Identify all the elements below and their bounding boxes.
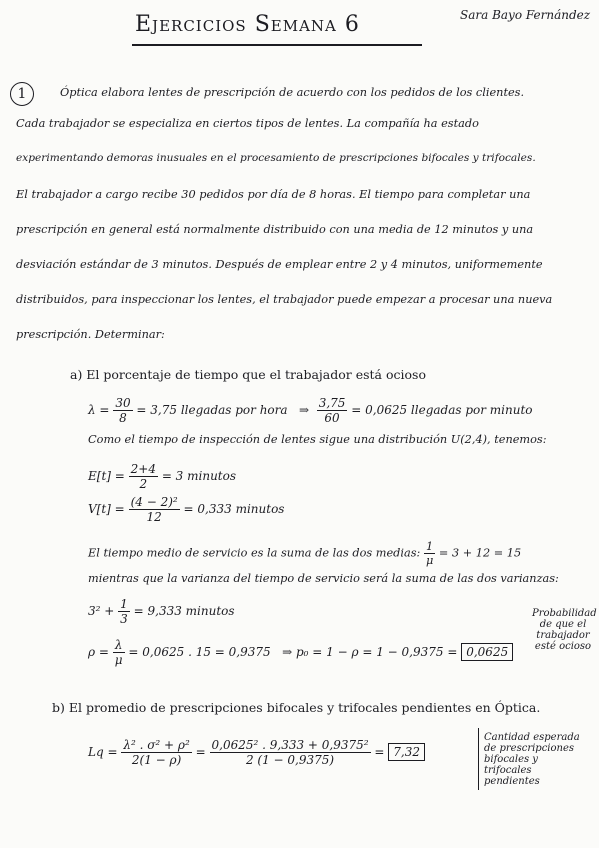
lq-lhs: Lq = bbox=[88, 745, 118, 759]
lambda-lhs: λ = bbox=[88, 403, 110, 417]
fraction-denominator: μ bbox=[114, 653, 123, 667]
lq-equation bbox=[88, 738, 425, 767]
vx-fraction bbox=[129, 495, 180, 524]
lambda-fraction bbox=[113, 396, 132, 425]
vx-lhs: V[t] = bbox=[88, 502, 125, 516]
problem-number: 1 bbox=[10, 82, 34, 106]
uniform-text: Como el tiempo de inspección de lentes sigue una distribución U(2,4), tenemos: bbox=[88, 433, 547, 446]
fraction-denominator: 3 bbox=[120, 612, 128, 626]
rho-result: = 0,0625 . 15 = 0,9375 bbox=[128, 645, 271, 659]
statement-line: prescripción en general está normalmente distribuido con una media de 12 minutos y una bbox=[16, 223, 534, 236]
fraction-denominator: 2 (1 − 0,9375) bbox=[245, 753, 335, 767]
statement-line: Óptica elabora lentes de prescripción de acuerdo con los pedidos de los clientes. bbox=[60, 86, 525, 99]
expected-value-equation bbox=[88, 462, 236, 491]
pending-prescriptions-note: Cantidad esperada de prescripciones bifocales y trifocales pendientes bbox=[484, 732, 580, 787]
fraction-numerator: 30 bbox=[115, 396, 131, 410]
statement-line: El trabajador a cargo recibe 30 pedidos por día de 8 horas. El tiempo para completar una bbox=[16, 188, 531, 201]
variance-text: mientras que la varianza del tiempo de servicio será la suma de las dos varianzas: bbox=[88, 572, 559, 585]
idle-probability-note: Probabilidad de que el trabajador esté ocioso bbox=[532, 608, 597, 652]
mean-text: El tiempo medio de servicio es la suma de las dos medias: bbox=[88, 546, 421, 560]
rho-lhs: ρ = bbox=[88, 645, 109, 659]
fraction-numerator: 2+4 bbox=[130, 462, 156, 476]
p0-result-box: 0,0625 bbox=[461, 643, 513, 661]
fraction-denominator: 60 bbox=[324, 411, 340, 425]
statement-line: Cada trabajador se especializa en ciertos tipos de lentes. La compañía ha estado bbox=[16, 117, 479, 130]
var-sum-lhs: 3² + bbox=[88, 604, 115, 618]
vx-result: = 0,333 minutos bbox=[183, 502, 285, 516]
fraction-denominator: 2(1 − ρ) bbox=[131, 753, 182, 767]
fraction-denominator: μ bbox=[425, 554, 434, 567]
page-title: Ejercicios Semana 6 bbox=[135, 12, 360, 37]
variance-equation bbox=[88, 495, 284, 524]
mean-fraction bbox=[424, 540, 435, 567]
ex-lhs: E[t] = bbox=[88, 469, 125, 483]
ex-fraction bbox=[129, 462, 158, 491]
mean-service-text bbox=[88, 540, 521, 567]
variance-sum-equation bbox=[88, 597, 235, 626]
conversion-result: = 0,0625 llegadas por minuto bbox=[351, 403, 533, 417]
equals-sign: = bbox=[195, 745, 206, 759]
fraction-numerator: 0,0625² . 9,333 + 0,9375² bbox=[211, 738, 369, 752]
author-name: Sara Bayo Fernández bbox=[460, 8, 591, 22]
conversion-fraction bbox=[317, 396, 348, 425]
fraction-numerator: 1 bbox=[424, 540, 435, 554]
statement-line: prescripción. Determinar: bbox=[16, 328, 165, 341]
fraction-numerator: 3,75 bbox=[318, 396, 346, 410]
implies-arrow: ⇒ bbox=[299, 403, 310, 417]
var-sum-result: = 9,333 minutos bbox=[133, 604, 235, 618]
statement-line: desviación estándar de 3 minutos. Después de emplear entre 2 y 4 minutos, uniformemente bbox=[16, 258, 543, 271]
title-underline bbox=[132, 44, 422, 46]
statement-line: distribuidos, para inspeccionar los lentes, el trabajador puede empezar a procesar una nueva bbox=[16, 293, 553, 306]
part-b-heading: b) El promedio de prescripciones bifocales y trifocales pendientes en Óptica. bbox=[52, 700, 541, 715]
equals-sign: = bbox=[374, 745, 385, 759]
rho-equation bbox=[88, 638, 513, 667]
lq-numeric-fraction bbox=[210, 738, 371, 767]
fraction-denominator: 8 bbox=[119, 411, 127, 425]
note-bracket bbox=[478, 728, 479, 790]
var-fraction bbox=[118, 597, 130, 626]
lq-formula-fraction bbox=[121, 738, 191, 767]
ex-result: = 3 minutos bbox=[161, 469, 237, 483]
lambda-result: = 3,75 llegadas por hora bbox=[136, 403, 288, 417]
fraction-numerator: 1 bbox=[120, 597, 128, 611]
fraction-denominator: 12 bbox=[146, 510, 162, 524]
part-a-heading: a) El porcentaje de tiempo que el trabajador está ocioso bbox=[70, 367, 426, 382]
rho-fraction bbox=[113, 638, 125, 667]
mean-result: = 3 + 12 = 15 bbox=[438, 546, 522, 560]
statement-line: experimentando demoras inusuales en el procesamiento de prescripciones bifocales y trifocales. bbox=[16, 152, 536, 164]
p0-equation: ⇒ p₀ = 1 − ρ = 1 − 0,9375 = bbox=[282, 645, 458, 659]
lambda-equation bbox=[88, 396, 533, 425]
fraction-numerator: λ² . σ² + ρ² bbox=[123, 738, 190, 752]
fraction-numerator: (4 − 2)² bbox=[130, 495, 178, 509]
fraction-numerator: λ bbox=[113, 638, 125, 653]
fraction-denominator: 2 bbox=[139, 477, 148, 491]
lq-result-box: 7,32 bbox=[388, 743, 425, 761]
